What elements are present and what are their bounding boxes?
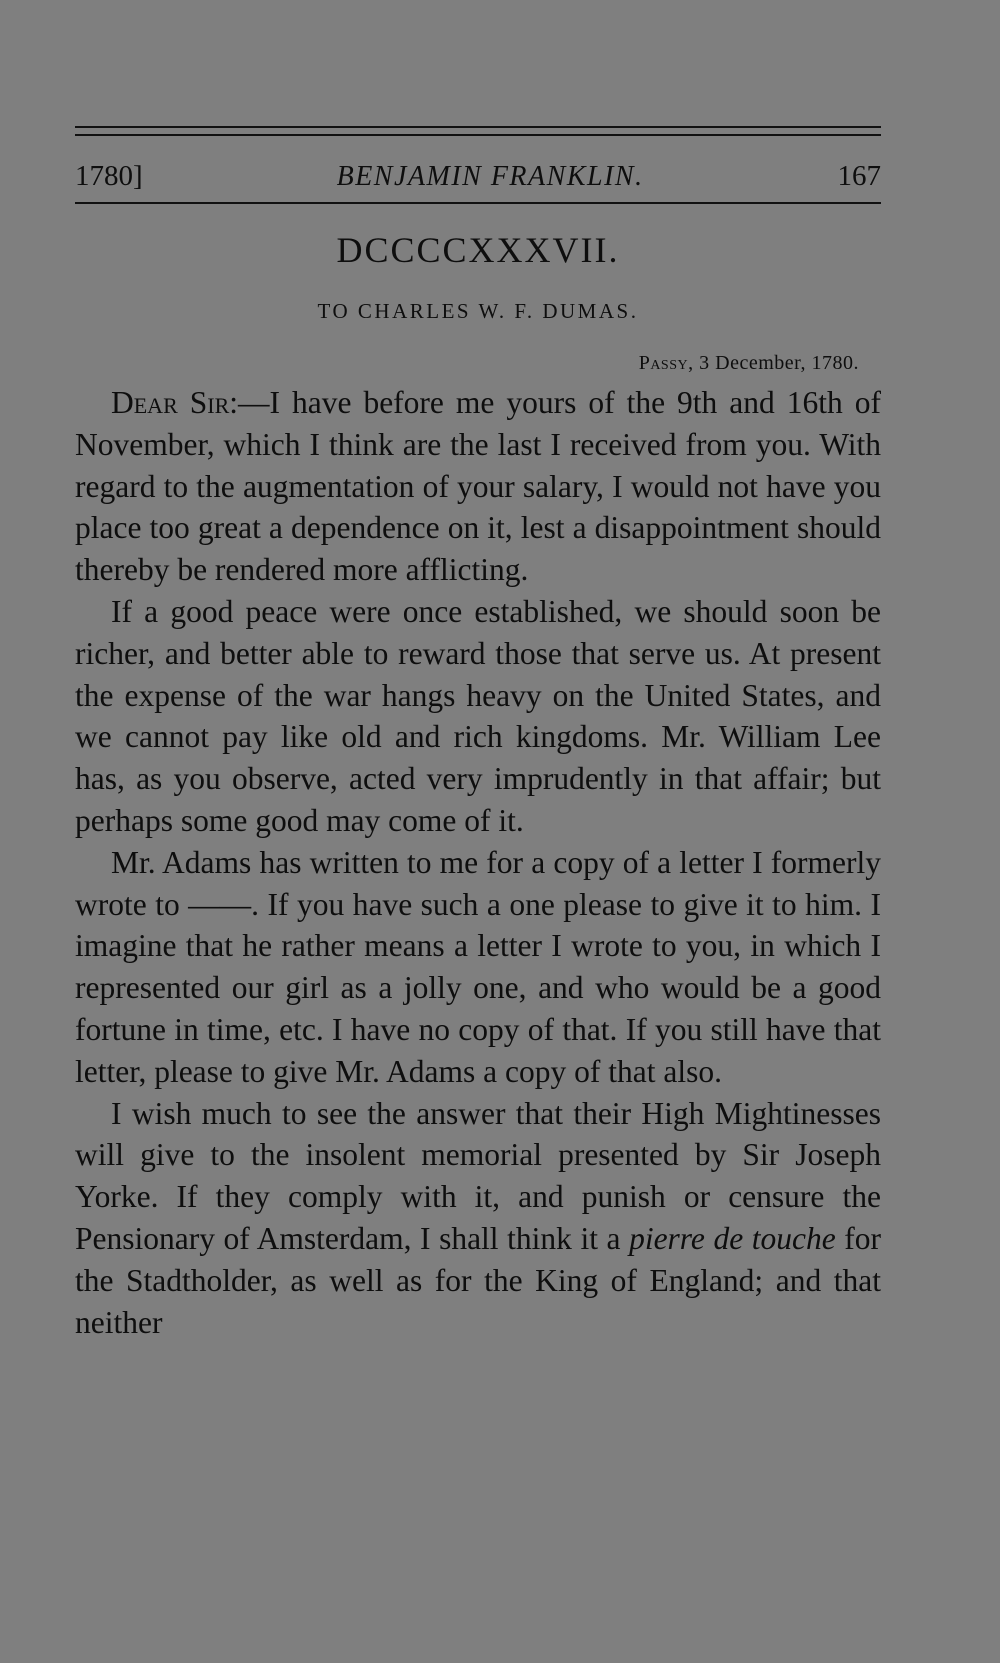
page-number: 167 <box>837 160 881 192</box>
header-rule <box>75 202 881 204</box>
dateline-date: 3 December, 1780. <box>699 352 859 374</box>
paragraph-1 <box>75 382 881 591</box>
letter-number: DCCCCXXXVII. <box>336 230 620 270</box>
running-head-title: BENJAMIN FRANKLIN. <box>336 161 644 192</box>
paragraph-1-text: :—I have before me yours of the 9th and 16th of November, which I think are the last I received from you. With regard to the augmentation of your salary, I would not have you place too great a dependence on it, lest a disappointment should thereby be rendered more afflicting. <box>75 385 881 588</box>
book-page <box>75 126 881 1343</box>
paragraph-3: Mr. Adams has written to me for a copy of a letter I formerly wrote to ——. If you have such a one please to give it to him. I imagine that he rather means a letter I wrote to you, in which I represented our girl as a jolly one, and who would be a good fortune in time, etc. I have no copy of that. If you still have that letter, please to give Mr. Adams a copy of that also. <box>75 844 881 1089</box>
foreign-phrase: pierre de touche <box>629 1220 836 1256</box>
letter-dateline <box>75 350 881 376</box>
letter-recipient: TO CHARLES W. F. DUMAS. <box>317 299 639 323</box>
running-head <box>75 156 881 196</box>
paragraph-4 <box>75 1093 881 1344</box>
running-head-year: 1780] <box>75 160 143 192</box>
letter-body <box>75 382 881 1343</box>
top-double-rule <box>75 126 881 136</box>
paragraph-4-text-a: I wish much to see the answer that their High Mightinesses will give to the insolent memorial presented by Sir Joseph Yorke. If they comply with it, and punish or censure the Pensionary of Amsterdam, I shall think it a <box>75 1095 881 1256</box>
salutation: Dear Sir <box>111 385 230 420</box>
dateline-place: Passy, <box>638 352 694 374</box>
paragraph-2: If a good peace were once established, we should soon be richer, and better able to reward those that serve us. At present the expense of the war hangs heavy on the United States, and we cannot pay like old and rich kingdoms. Mr. William Lee has, as you observe, acted very imprudently in that affair; but perhaps some good may come of it. <box>75 593 881 838</box>
paragraph-4-text-b: for the Stadtholder, as well as for the King of England; and that neither <box>75 1220 881 1340</box>
